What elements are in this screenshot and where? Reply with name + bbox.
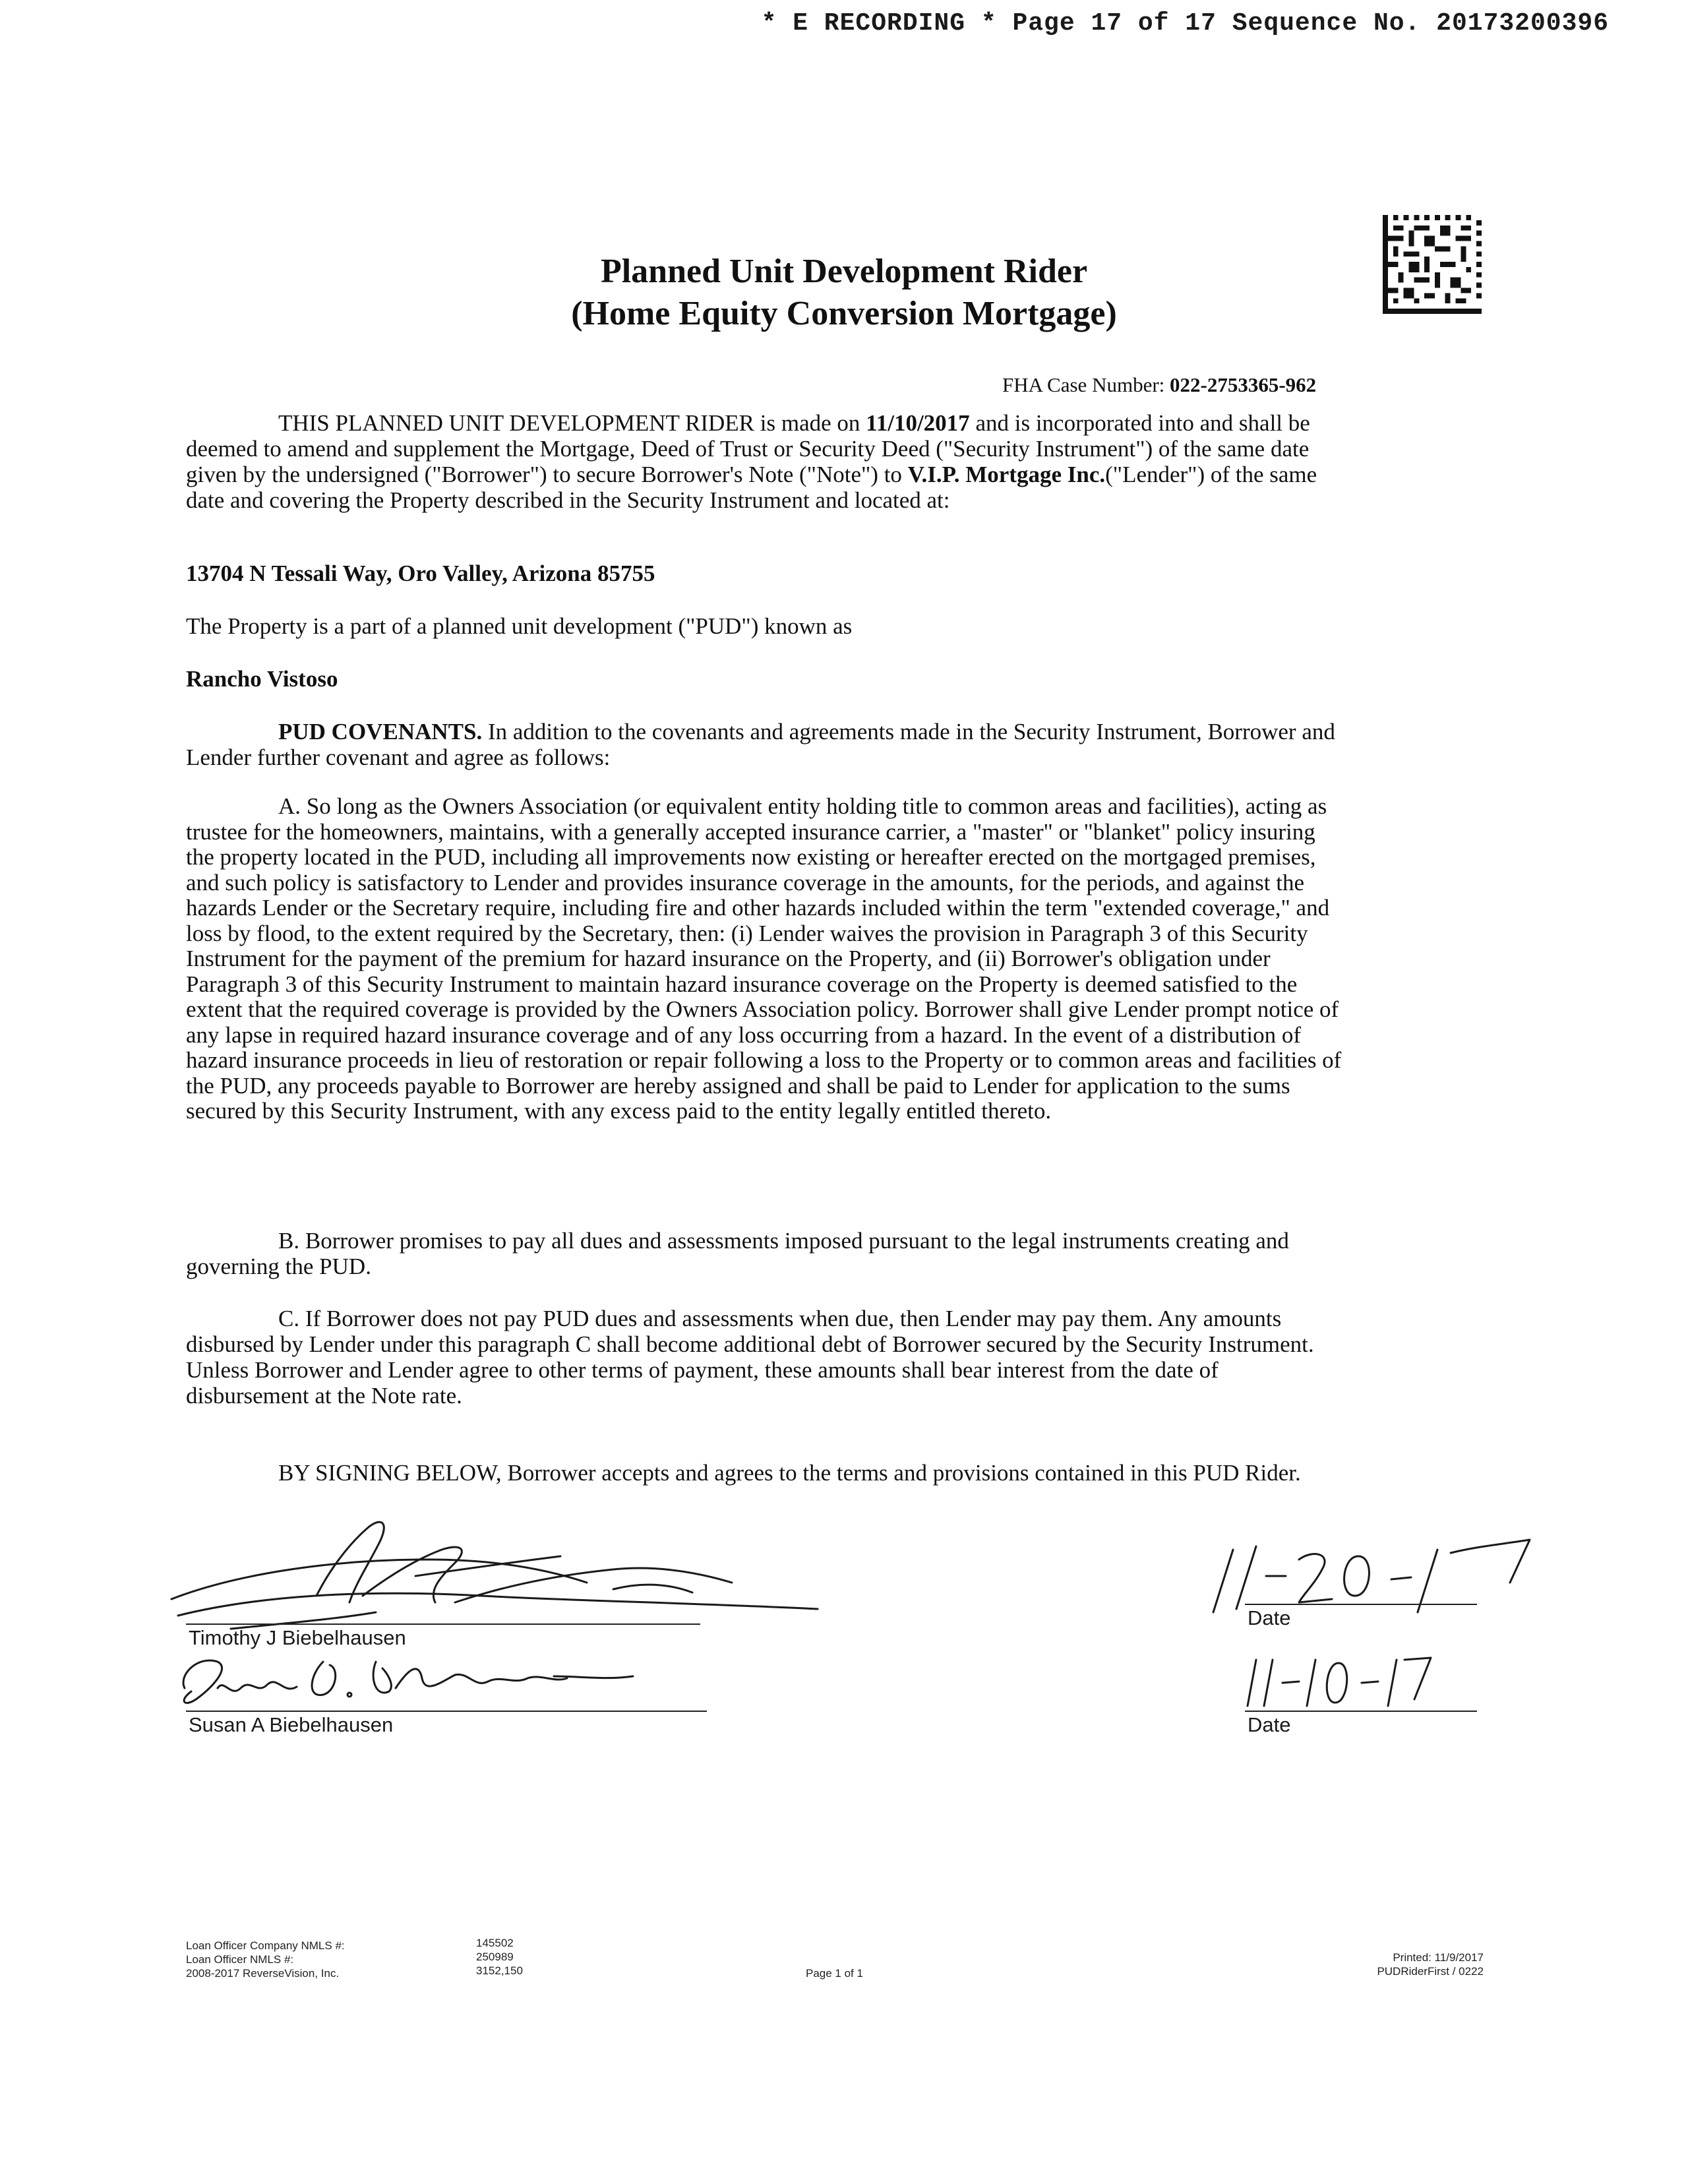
intro-text-3: ("Lender") of the same date and covering the Property described in the Security Instrument and located at:	[186, 462, 1317, 513]
covenant-c-text: C. If Borrower does not pay PUD dues and assessments when due, then Lender may pay them. Any amounts disbursed by Lender under this paragraph C shall become additional debt of Borrower secured by the Security Instrument. Unless Borrower and Lender agree to other terms of payment, these amounts shall bear interest from the date of disbursement at the Note rate.	[186, 1306, 1314, 1409]
pud-sentence: The Property is a part of a planned unit development ("PUD") known as	[186, 613, 853, 639]
covenant-a	[186, 794, 1346, 1124]
signer2-name: Susan A Biebelhausen	[189, 1713, 394, 1736]
date-line-2	[1245, 1711, 1477, 1712]
form-code: 3152,150	[476, 1964, 523, 1977]
intro-paragraph	[186, 410, 1346, 513]
fha-label: FHA Case Number:	[1002, 373, 1165, 396]
document-subtitle: (Home Equity Conversion Mortgage)	[571, 295, 1117, 332]
handwritten-date-2	[1240, 1650, 1437, 1713]
covenant-a-text: A. So long as the Owners Association (or equivalent entity holding title to common areas and facilities), acting as trustee for the homeowners, maintains, with a generally accepted insurance carrier, a "master" or "blanket" policy insuring the property located in the PUD, including all improvements now existing or hereafter erected on the mortgaged premises, and such policy is satisfactory to Lender and provides insurance coverage in the amounts, for the periods, and against the hazards Lender or the Secretary require, including fire and other hazards included within the term "extended coverage," and loss by flood, to the extent required by the Secretary, then: (i) Lender waives the provision in Paragraph 3 of this Security Instrument for the payment of the premium for hazard insurance on the Property, and (ii) Borrower's obligation under Paragraph 3 of this Security Instrument to maintain hazard insurance coverage on the Property is deemed satisfied to the extent that the required coverage is provided by the Owners Association policy. Borrower shall give Lender prompt notice of any lapse in required hazard insurance coverage and of any loss occurring from a hazard. In the event of a distribution of hazard insurance proceeds in lieu of restoration or repair following a loss to the Property or to common areas and facilities of the PUD, any proceeds payable to Borrower are hereby assigned and shall be paid to Lender for application to the sums secured by this Security Instrument, with any excess paid to the entity legally entitled thereto.	[186, 793, 1342, 1124]
printed-date: Printed: 11/9/2017	[1393, 1951, 1484, 1964]
signature-line-susan	[186, 1711, 707, 1712]
intro-text-2: and is incorporated into and shall be deemed to amend and supplement the Mortgage, Deed of Trust or Security Deed ("Security Instrument") of the same date given by the undersigned ("Borrower") to secure Borrower's Note ("Note") to	[186, 410, 1310, 487]
signer1-name: Timothy J Biebelhausen	[189, 1626, 406, 1649]
pud-name: Rancho Vistoso	[186, 666, 338, 692]
signature-line-timothy	[186, 1623, 700, 1625]
date-label-2: Date	[1248, 1713, 1291, 1736]
signature-timothy	[152, 1497, 837, 1642]
officer-nmls-label: Loan Officer NMLS #:	[186, 1953, 294, 1966]
covenants-intro	[186, 719, 1346, 770]
signing-text: BY SIGNING BELOW, Borrower accepts and agrees to the terms and provisions contained in this PUD Rider.	[278, 1460, 1301, 1486]
company-nmls-value: 145502	[476, 1937, 514, 1949]
document-title: Planned Unit Development Rider	[600, 253, 1088, 290]
date-label-1: Date	[1248, 1606, 1291, 1629]
form-id: PUDRiderFirst / 0222	[1377, 1965, 1484, 1978]
company-nmls-label: Loan Officer Company NMLS #:	[186, 1939, 345, 1952]
covenants-intro-text: In addition to the covenants and agreements made in the Security Instrument, Borrower and Lender further covenant and agree as follows:	[186, 719, 1335, 770]
rider-date: 11/10/2017	[866, 410, 970, 436]
property-address: 13704 N Tessali Way, Oro Valley, Arizona 85755	[186, 561, 655, 586]
intro-text-1: THIS PLANNED UNIT DEVELOPMENT RIDER is made on	[278, 410, 860, 436]
signature-susan	[158, 1642, 659, 1714]
covenants-heading: PUD COVENANTS.	[278, 719, 483, 744]
footer-page-number: Page 1 of 1	[806, 1967, 863, 1980]
fha-case-number	[1002, 373, 1316, 397]
covenant-c	[186, 1306, 1346, 1409]
footer-left-labels	[186, 1939, 345, 1980]
officer-nmls-value: 250989	[476, 1951, 514, 1963]
covenant-b-text: B. Borrower promises to pay all dues and assessments imposed pursuant to the legal instruments creating and governing the PUD.	[186, 1228, 1289, 1279]
footer-right	[1377, 1951, 1484, 1978]
footer-left-values	[476, 1936, 523, 1978]
copyright: 2008-2017 ReverseVision, Inc.	[186, 1967, 340, 1980]
recording-stamp: * E RECORDING * Page 17 of 17 Sequence No. 20173200396	[761, 9, 1609, 38]
date-line-1	[1245, 1604, 1477, 1605]
signing-statement	[186, 1460, 1346, 1486]
fha-number: 022-2753365-962	[1170, 373, 1317, 396]
covenant-b	[186, 1228, 1346, 1279]
lender-name: V.I.P. Mortgage Inc.	[907, 462, 1106, 487]
